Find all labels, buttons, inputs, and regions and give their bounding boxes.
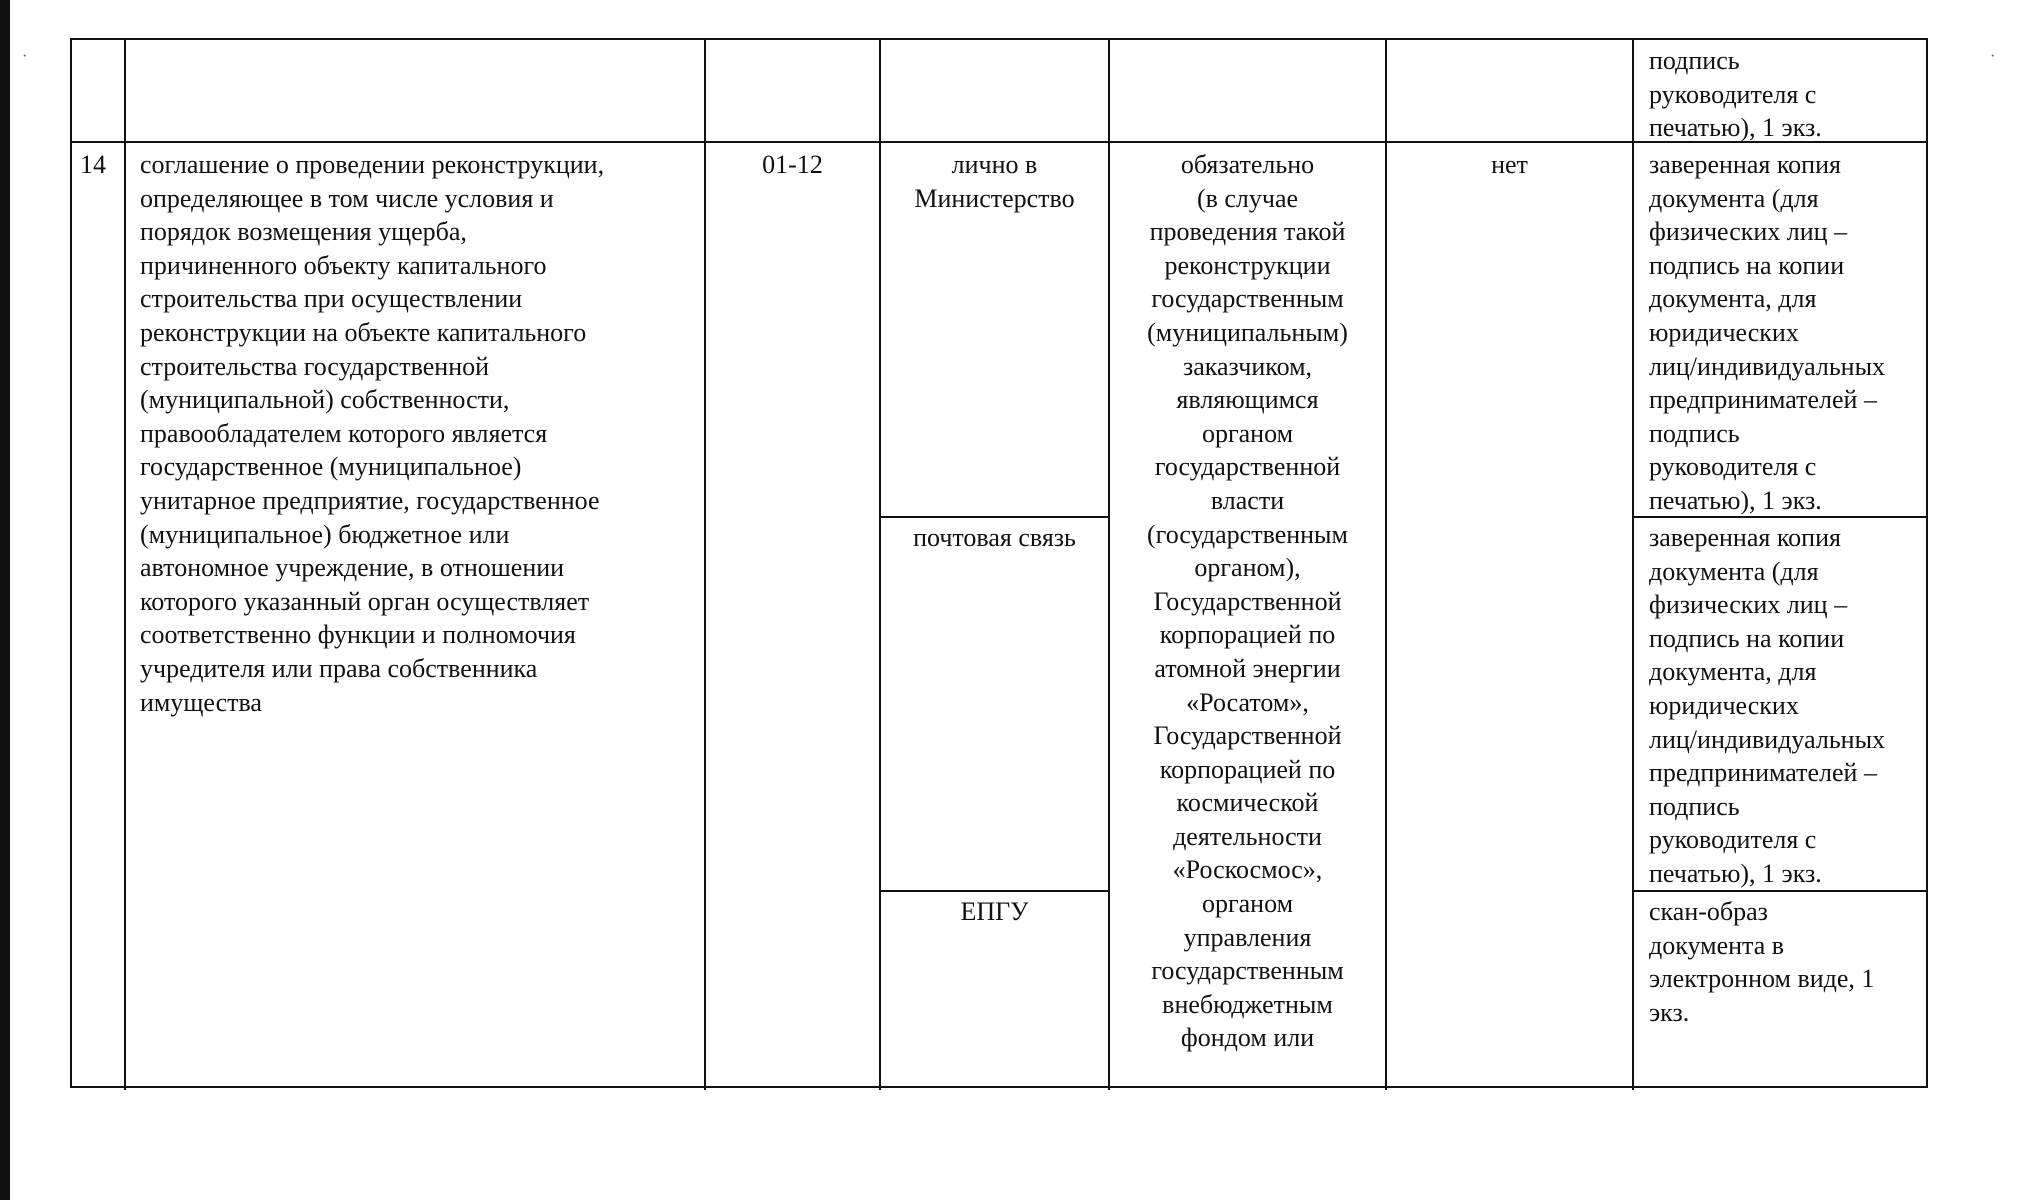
document-description: соглашение о проведении реконструкции, определяющее в том числе условия и порядок возмещения ущерба, причиненного объекту капитального строительства при осуществлении реконструкции на объекте капитального строительства государственной (муниципальной) собственности, правообладателем которого является государственное (муниципальное) унитарное предприятие, государственное (муниципальное) бюджетное или автономное учреждение, в отношении которого указанный орган осуществляет соответственно функции и полномочия учредителя или права собственника имущества bbox=[140, 150, 605, 717]
channel-in-person: лично в Министерство bbox=[914, 150, 1075, 213]
column-divider bbox=[1385, 40, 1387, 1090]
column-divider bbox=[704, 40, 706, 1090]
channel-epgu: ЕПГУ bbox=[960, 897, 1029, 926]
row-number: 14 bbox=[80, 150, 106, 179]
document-table bbox=[70, 38, 1928, 1088]
prev-row-form-cell: подпись руководителя с печатью), 1 экз. bbox=[1649, 46, 1822, 143]
row-divider bbox=[879, 890, 1108, 892]
channel-post: почтовая связь bbox=[913, 523, 1076, 552]
requirement-cell: обязательно (в случае проведения такой реконструкции государственным (муниципальным) заказчиком, являющимся органом государственной власти (государственным органом), Государственной корпорацией по атомной энергии «Росатом», Государственной корпорацией по космической деятельности «Роскосмос», органом управления государственным внебюджетным фондом или bbox=[1147, 150, 1348, 1053]
form-epgu: скан-образ документа в электронном виде, 1 экз. bbox=[1649, 897, 1875, 1027]
column-divider bbox=[1632, 40, 1634, 1090]
form-in-person: заверенная копия документа (для физических лиц – подпись на копии документа, для юридических лиц/индивидуальных предпринимателей – подпись руководителя с печатью), 1 экз. bbox=[1649, 150, 1886, 515]
page-left-border bbox=[0, 0, 10, 1200]
row-divider bbox=[879, 516, 1108, 518]
scan-artifact: · bbox=[1990, 48, 1996, 65]
original-required-cell: нет bbox=[1491, 150, 1528, 179]
scan-artifact: · bbox=[22, 48, 28, 65]
form-post: заверенная копия документа (для физических лиц – подпись на копии документа, для юридических лиц/индивидуальных предпринимателей – подпись руководителя с печатью), 1 экз. bbox=[1649, 523, 1886, 888]
document-code: 01-12 bbox=[762, 150, 823, 179]
column-divider bbox=[124, 40, 126, 1090]
